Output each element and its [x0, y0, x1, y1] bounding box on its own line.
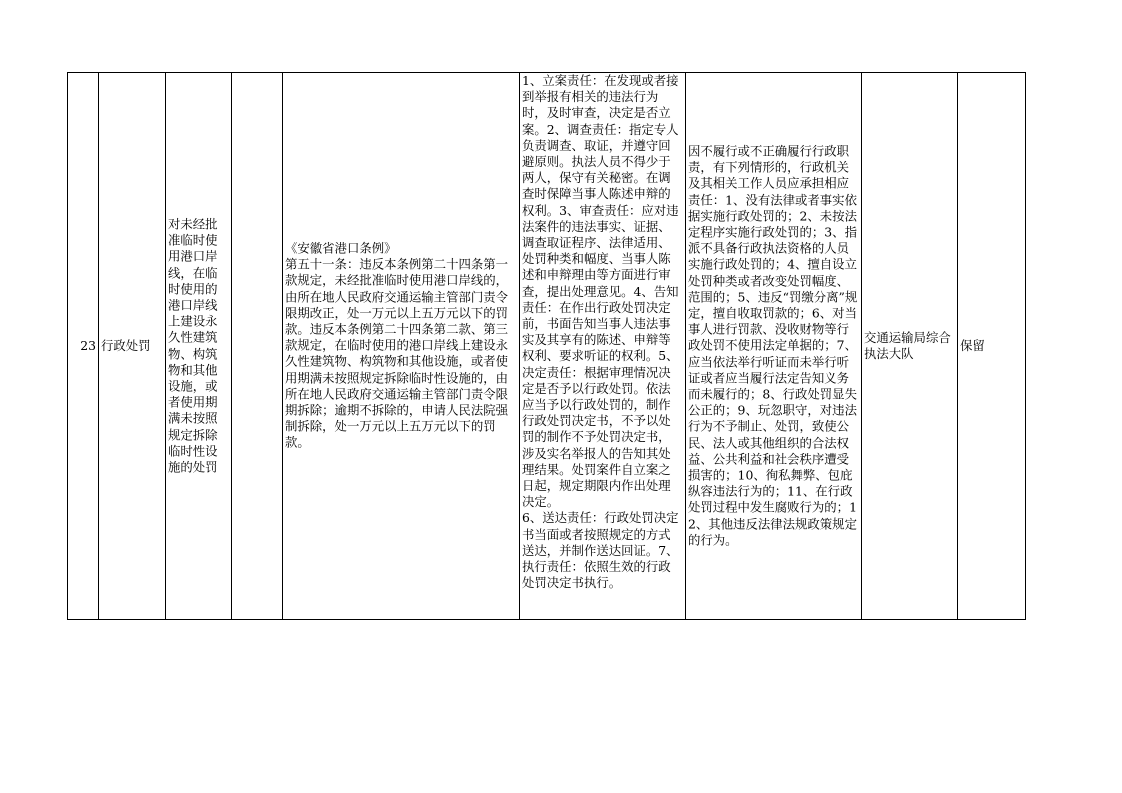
row-number: 23: [80, 337, 96, 353]
power-type: 行政处罚: [101, 337, 151, 353]
accountability-cell: [685, 73, 861, 619]
type-cell: [98, 73, 165, 619]
item-name-cell: [165, 73, 231, 619]
legal-basis-cell: [282, 73, 519, 619]
status: 保留: [960, 337, 985, 353]
sub-item-cell: [231, 73, 282, 619]
table-row: [67, 72, 1026, 620]
accountability-text: 因不履行或不正确履行行政职责，有下列情形的，行政机关及其相关工作人员应承担相应责任：1、没有法律或者事实依据实施行政处罚的；2、未按法定程序实施行政处罚的；3、指派不具备行政执法资格的人员实施行政处罚的；4、擅自设立处罚种类或者改变处罚幅度、范围的；5、违反“罚缴分离”规定，擅自收取罚款的；6、对当事人进行罚款、没收财物等行政处罚不使用法定单据的；7、应当依法举行听证而未举行听证或者应当履行法定告知义务而未履行的；8、行政处罚显失公正的；9、玩忽职守，对违法行为不予制止、处罚，致使公民、法人或其他组织的合法权益、公共利益和社会秩序遭受损害的；10、徇私舞弊、包庇纵容违法行为的；11、在行政处罚过程中发生腐败行为的；12、其他违反法律法规政策规定的行为。: [688, 143, 858, 548]
item-name: 对未经批准临时使用港口岸线，在临时使用的港口岸线上建设永久性建筑物、构筑物和其他设施，或者使用期满未按照规定拆除临时性设施的处罚: [168, 216, 218, 475]
department-cell: [861, 73, 957, 619]
department: 交通运输局综合执法大队: [864, 329, 951, 361]
responsibility-text: 1、立案责任：在发现或者接到举报有相关的违法行为时，及时审查，决定是否立案。2、调查责任：指定专人负责调查、取证，并遵守回避原则。执法人员不得少于两人，保守有关秘密。在调查时保障当事人陈述申辩的权利。3、审查责任：应对违法案件的违法事实、证据、调查取证程序、法律适用、处罚种类和幅度、当事人陈述和申辩理由等方面进行审查，提出处理意见。4、告知责任：在作出行政处罚决定前，书面告知当事人违法事实及其享有的陈述、申辩等权利、要求听证的权利。5、决定责任：根据审理情况决定是否予以行政处罚。依法应当予以行政处罚的，制作行政处罚决定书，不予以处罚的制作不予处罚决定书，涉及实名举报人的告知其处理结果。处罚案件自立案之日起，规定期限内作出处理决定。 6、送达责任：行政处罚决定书当面或者按照规定的方式送达，并制作送达回证。7、执行责任：依照生效的行政处罚决定书执行。: [522, 73, 679, 591]
legal-basis: 《安徽省港口条例》 第五十一条：违反本条例第二十四条第一款规定，未经批准临时使用港口岸线的，由所在地人民政府交通运输主管部门责令限期改正，处一万元以上五万元以下的罚款。违反本条例第二十四条第二款、第三款规定，在临时使用的港口岸线上建设永久性建筑物、构筑物和其他设施，或者使用期满未按照规定拆除临时性设施的，由所在地人民政府交通运输主管部门责令限期拆除；逾期不拆除的，申请人民法院强制拆除，处一万元以上五万元以下的罚款。: [285, 240, 509, 451]
index-cell: [68, 73, 98, 619]
status-cell: [957, 73, 1027, 619]
responsibility-cell: [519, 73, 685, 619]
